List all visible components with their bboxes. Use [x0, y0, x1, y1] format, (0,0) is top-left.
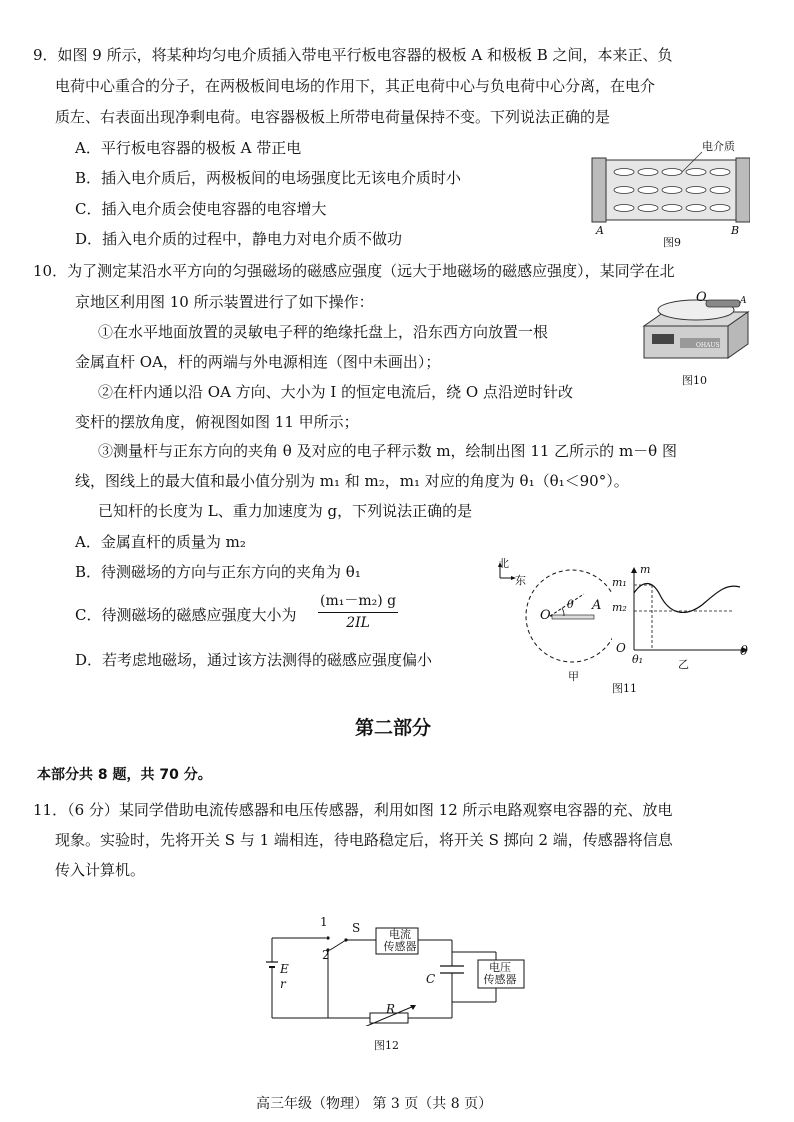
figure-11-m2: m₂ — [612, 601, 627, 614]
part2-title: 第二部分 — [355, 717, 432, 739]
q10-stem-line-1: 10．为了测定某沿水平方向的匀强磁场的磁感应强度（远大于地磁场的磁感应强度），某同学在北 — [33, 262, 675, 280]
q10-step-2b: 变杆的摆放角度，俯视图如图 11 甲所示； — [75, 413, 359, 431]
q9-stem-line-1: 9．如图 9 所示，将某种均匀电介质插入带电平行板电容器的极板 A 和极板 B 之间，本来正、负 — [33, 46, 673, 64]
figure-12-caption: 图12 — [374, 1039, 399, 1052]
q10-option-b: B．待测磁场的方向与正东方向的夹角为 θ₁ — [75, 563, 361, 581]
figure-11-caption: 图11 — [612, 682, 637, 695]
figure-9-caption: 图9 — [663, 236, 681, 249]
figure-11-theta1: θ₁ — [632, 653, 644, 666]
voltage-sensor-label — [480, 962, 520, 986]
q9-stem-line-3: 质左、右表面出现净剩电荷。电容器极板上所带电荷量保持不变。下列说法正确的是 — [55, 108, 611, 126]
figure-11-left-label: 甲 — [568, 670, 579, 683]
q9-option-b: B．插入电介质后，两极板间的电场强度比无该电介质时小 — [75, 169, 462, 187]
current-sensor-line-2: 传感器 — [383, 940, 417, 953]
q11-stem-line-3: 传入计算机。 — [55, 861, 146, 879]
q10-step-1a: ①在水平地面放置的灵敏电子秤的绝缘托盘上，沿东西方向放置一根 — [98, 323, 549, 341]
figure-9-label-b: B — [731, 224, 740, 237]
q11-stem-line-1: 11．（6 分）某同学借助电流传感器和电压传感器，利用如图 12 所示电路观察电容器的充、放电 — [33, 801, 673, 819]
q9-option-a: A．平行板电容器的极板 A 带正电 — [75, 139, 302, 157]
q10-step-3a: ③测量杆与正东方向的夹角 θ 及对应的电子秤示数 m，绘制出图 11 乙所示的 m－θ 图 — [98, 442, 677, 460]
figure-11-axis-theta: θ — [740, 644, 748, 659]
figure-11-origin: O — [616, 641, 626, 655]
page-footer: 高三年级（物理） 第 3 页（共 8 页） — [256, 1096, 493, 1112]
q10-step-1b: 金属直杆 OA，杆的两端与外电源相连（图中未画出）； — [75, 353, 441, 371]
figure-12-label-e: E — [280, 962, 289, 976]
q10-option-d: D．若考虑地磁场，通过该方法测得的磁感应强度偏小 — [75, 651, 433, 669]
q10-option-a: A．金属直杆的质量为 m₂ — [75, 533, 246, 551]
figure-9-label-a: A — [596, 224, 604, 237]
figure-12-label-1: 1 — [320, 915, 328, 929]
figure-11-axis-m: m — [640, 563, 651, 576]
voltage-sensor-line-1: 电压 — [489, 961, 511, 974]
q10-known: 已知杆的长度为 L、重力加速度为 g，下列说法正确的是 — [98, 502, 473, 520]
figure-12-label-r: r — [280, 977, 286, 991]
figure-9-drawing — [590, 150, 750, 230]
q9-option-c: C．插入电介质会使电容器的电容增大 — [75, 200, 327, 218]
q10-option-c: C．待测磁场的磁感应强度大小为 — [75, 606, 297, 624]
current-sensor-line-1: 电流 — [389, 928, 411, 941]
figure-12-label-rr: R — [386, 1002, 396, 1016]
figure-10-label-a: A — [740, 296, 747, 306]
figure-11-m1: m₁ — [612, 576, 627, 589]
figure-11-label-o: O — [540, 608, 551, 623]
figure-12-label-2: 2 — [322, 948, 330, 962]
figure-12-label-c: C — [426, 972, 436, 986]
figure-11-right-label: 乙 — [678, 658, 689, 671]
q9-option-d: D．插入电介质的过程中，静电力对电介质不做功 — [75, 230, 403, 248]
figure-11-theta: θ — [567, 598, 574, 611]
figure-10-label-o: O — [696, 290, 707, 305]
figure-12-label-s: S — [352, 921, 361, 935]
figure-11-east: 东 — [515, 574, 526, 587]
formula-denominator: 2IL — [346, 615, 370, 631]
figure-10-caption: 图10 — [682, 374, 707, 387]
q10-option-c-formula — [318, 590, 398, 631]
figure-11-label-a: A — [592, 598, 602, 613]
q10-step-2a: ②在杆内通以沿 OA 方向、大小为 I 的恒定电流后，绕 O 点沿逆时针改 — [98, 383, 573, 401]
q9-stem-line-2: 电荷中心重合的分子，在两极板间电场的作用下，其正电荷中心与负电荷中心分离，在电介 — [55, 77, 656, 95]
formula-numerator: (m₁－m₂) g — [318, 590, 398, 613]
part2-intro: 本部分共 8 题，共 70 分。 — [37, 767, 212, 783]
figure-10-brand: OHAUS — [696, 342, 720, 349]
figure-11-right-drawing — [610, 565, 750, 665]
q10-step-3b: 线，图线上的最大值和最小值分别为 m₁ 和 m₂，m₁ 对应的角度为 θ₁（θ₁＜90°）。 — [75, 472, 629, 490]
figure-9-label-dielectric: 电介质 — [702, 140, 735, 153]
figure-11-north: 北 — [498, 557, 509, 570]
q10-stem-line-2: 京地区利用图 10 所示装置进行了如下操作： — [75, 293, 374, 311]
voltage-sensor-line-2: 传感器 — [483, 973, 517, 986]
current-sensor-label — [382, 929, 418, 953]
q11-stem-line-2: 现象。实验时，先将开关 S 与 1 端相连，待电路稳定后，将开关 S 掷向 2 端，传感器将信息 — [55, 831, 673, 849]
